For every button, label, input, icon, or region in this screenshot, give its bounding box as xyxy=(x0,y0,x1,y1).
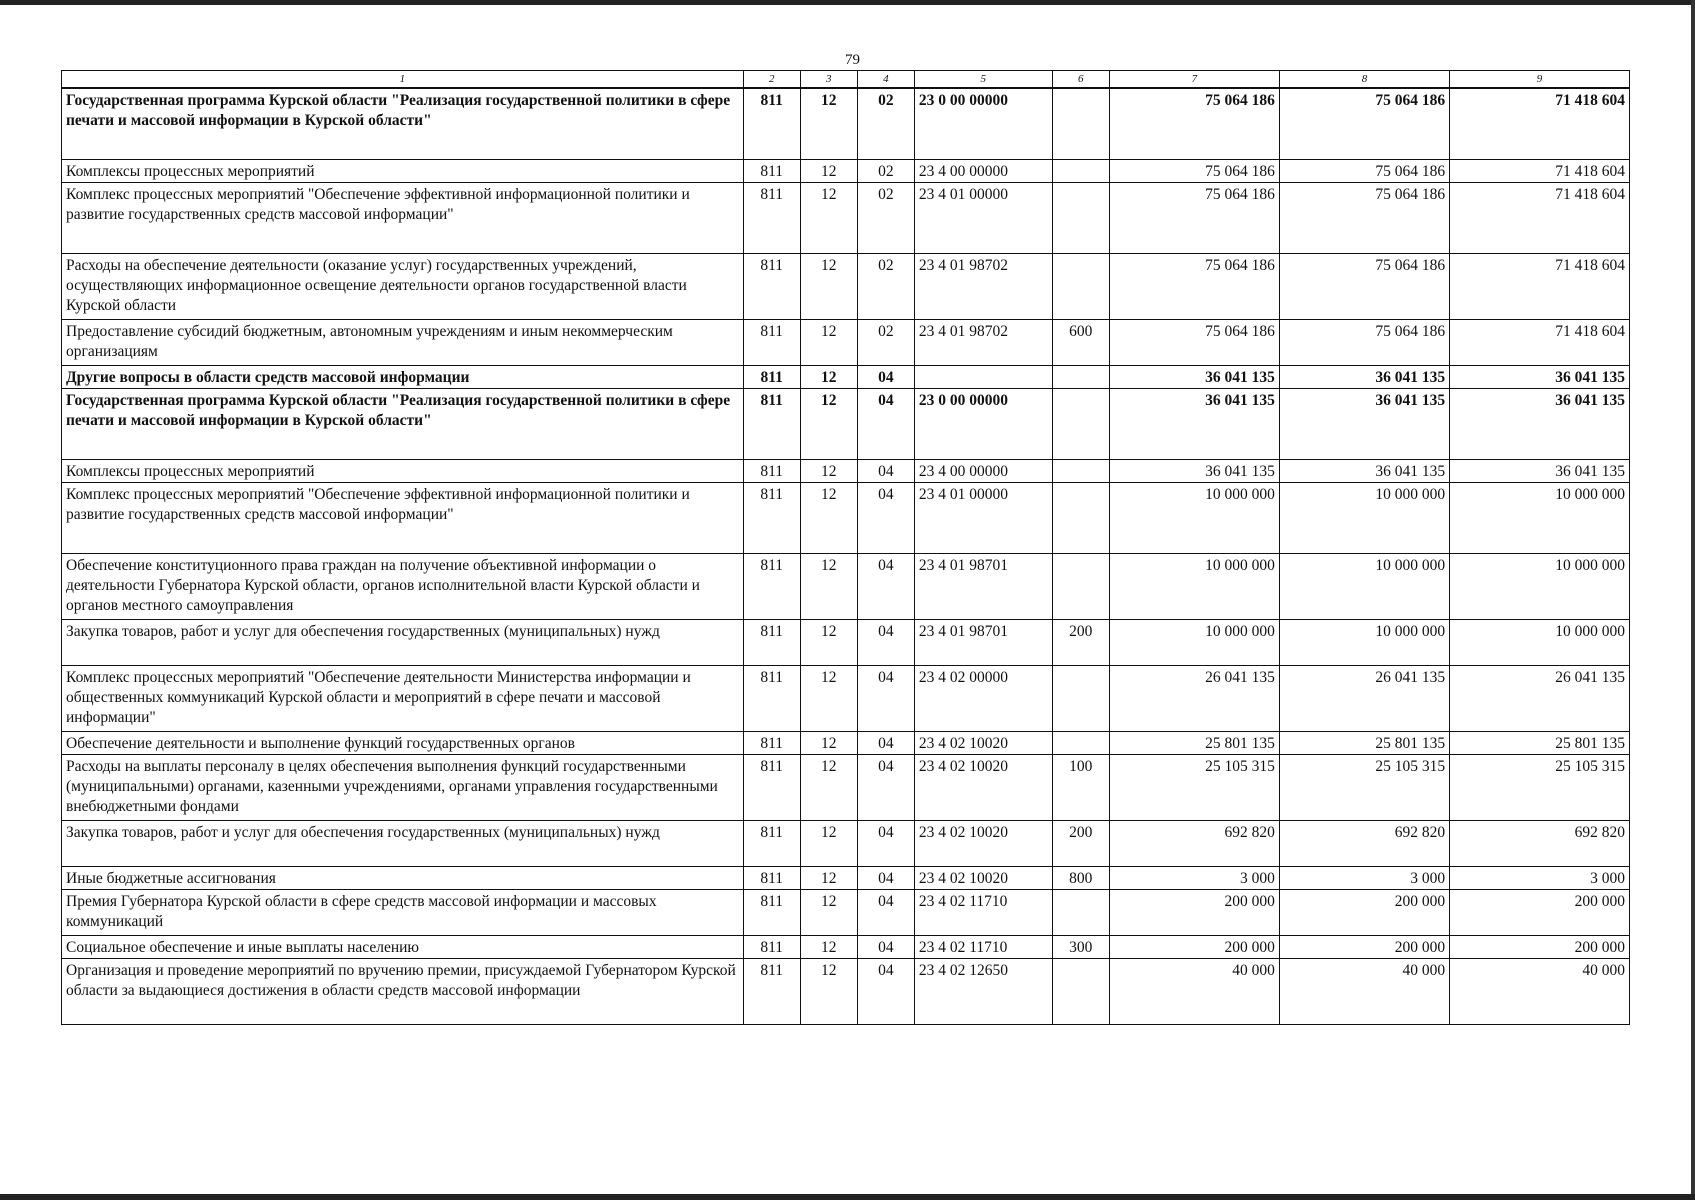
amount-2024: 10 000 000 xyxy=(1109,482,1279,553)
amount-2026: 10 000 000 xyxy=(1450,482,1630,553)
amount-2025: 25 801 135 xyxy=(1279,731,1449,754)
row-name: Расходы на обеспечение деятельности (оказание услуг) государственных учреждений, осуществляющих информационное освещение деятельности органов государственной власти Курской области xyxy=(62,253,744,319)
amount-2024: 75 064 186 xyxy=(1109,319,1279,365)
expense-type-code xyxy=(1052,958,1109,1024)
amount-2026: 71 418 604 xyxy=(1450,88,1630,159)
amount-2024: 10 000 000 xyxy=(1109,553,1279,619)
gr-code: 811 xyxy=(743,731,800,754)
column-header: 2 xyxy=(743,71,800,89)
amount-2024: 10 000 000 xyxy=(1109,619,1279,665)
target-article-code: 23 4 02 10020 xyxy=(914,866,1052,889)
section-code: 12 xyxy=(800,820,857,866)
gr-code: 811 xyxy=(743,553,800,619)
amount-2025: 36 041 135 xyxy=(1279,459,1449,482)
amount-2024: 36 041 135 xyxy=(1109,365,1279,388)
table-row xyxy=(62,553,1630,619)
gr-code: 811 xyxy=(743,935,800,958)
amount-2024: 25 801 135 xyxy=(1109,731,1279,754)
amount-2025: 36 041 135 xyxy=(1279,365,1449,388)
subsection-code: 04 xyxy=(857,482,914,553)
amount-2026: 71 418 604 xyxy=(1450,319,1630,365)
gr-code: 811 xyxy=(743,482,800,553)
amount-2024: 75 064 186 xyxy=(1109,88,1279,159)
amount-2026: 25 801 135 xyxy=(1450,731,1630,754)
subsection-code: 04 xyxy=(857,889,914,935)
table-row xyxy=(62,253,1630,319)
expense-type-code xyxy=(1052,889,1109,935)
gr-code: 811 xyxy=(743,459,800,482)
gr-code: 811 xyxy=(743,619,800,665)
subsection-code: 04 xyxy=(857,619,914,665)
column-header: 3 xyxy=(800,71,857,89)
amount-2026: 200 000 xyxy=(1450,935,1630,958)
target-article-code: 23 4 01 00000 xyxy=(914,182,1052,253)
section-code: 12 xyxy=(800,182,857,253)
amount-2025: 75 064 186 xyxy=(1279,88,1449,159)
subsection-code: 04 xyxy=(857,754,914,820)
gr-code: 811 xyxy=(743,88,800,159)
table-row xyxy=(62,889,1630,935)
gr-code: 811 xyxy=(743,754,800,820)
row-name: Закупка товаров, работ и услуг для обеспечения государственных (муниципальных) нужд xyxy=(62,820,744,866)
gr-code: 811 xyxy=(743,319,800,365)
amount-2026: 10 000 000 xyxy=(1450,619,1630,665)
expense-type-code xyxy=(1052,182,1109,253)
expense-type-code xyxy=(1052,553,1109,619)
target-article-code: 23 0 00 00000 xyxy=(914,88,1052,159)
amount-2025: 75 064 186 xyxy=(1279,159,1449,182)
table-row xyxy=(62,319,1630,365)
section-code: 12 xyxy=(800,88,857,159)
target-article-code: 23 4 02 10020 xyxy=(914,820,1052,866)
column-header: 8 xyxy=(1279,71,1449,89)
section-code: 12 xyxy=(800,388,857,459)
amount-2025: 75 064 186 xyxy=(1279,319,1449,365)
amount-2025: 10 000 000 xyxy=(1279,553,1449,619)
table-row xyxy=(62,88,1630,159)
amount-2025: 200 000 xyxy=(1279,889,1449,935)
amount-2024: 36 041 135 xyxy=(1109,459,1279,482)
section-code: 12 xyxy=(800,665,857,731)
subsection-code: 04 xyxy=(857,866,914,889)
table-row xyxy=(62,159,1630,182)
subsection-code: 04 xyxy=(857,731,914,754)
gr-code: 811 xyxy=(743,889,800,935)
row-name: Социальное обеспечение и иные выплаты населению xyxy=(62,935,744,958)
scan-right-edge xyxy=(1691,0,1695,1200)
subsection-code: 04 xyxy=(857,365,914,388)
row-name: Иные бюджетные ассигнования xyxy=(62,866,744,889)
section-code: 12 xyxy=(800,731,857,754)
expense-type-code xyxy=(1052,665,1109,731)
subsection-code: 04 xyxy=(857,935,914,958)
gr-code: 811 xyxy=(743,253,800,319)
amount-2024: 3 000 xyxy=(1109,866,1279,889)
subsection-code: 04 xyxy=(857,958,914,1024)
subsection-code: 02 xyxy=(857,253,914,319)
amount-2024: 40 000 xyxy=(1109,958,1279,1024)
amount-2026: 36 041 135 xyxy=(1450,365,1630,388)
table-row xyxy=(62,754,1630,820)
row-name: Закупка товаров, работ и услуг для обеспечения государственных (муниципальных) нужд xyxy=(62,619,744,665)
amount-2025: 25 105 315 xyxy=(1279,754,1449,820)
target-article-code: 23 4 02 12650 xyxy=(914,958,1052,1024)
target-article-code xyxy=(914,365,1052,388)
expense-type-code: 200 xyxy=(1052,619,1109,665)
gr-code: 811 xyxy=(743,388,800,459)
section-code: 12 xyxy=(800,958,857,1024)
row-name: Государственная программа Курской области "Реализация государственной политики в сфере печати и массовой информации в Курской области" xyxy=(62,88,744,159)
target-article-code: 23 4 01 98702 xyxy=(914,253,1052,319)
section-code: 12 xyxy=(800,365,857,388)
target-article-code: 23 4 00 00000 xyxy=(914,459,1052,482)
amount-2025: 10 000 000 xyxy=(1279,619,1449,665)
row-name: Премия Губернатора Курской области в сфере средств массовой информации и массовых коммуникаций xyxy=(62,889,744,935)
amount-2025: 692 820 xyxy=(1279,820,1449,866)
section-code: 12 xyxy=(800,482,857,553)
row-name: Расходы на выплаты персоналу в целях обеспечения выполнения функций государственными (муниципальными) органами, казенными учреждениями, органами управления государственными внебюджетными фондами xyxy=(62,754,744,820)
table-row xyxy=(62,182,1630,253)
row-name: Комплекс процессных мероприятий "Обеспечение эффективной информационной политики и развитие государственных средств массовой информации" xyxy=(62,182,744,253)
target-article-code: 23 4 02 00000 xyxy=(914,665,1052,731)
amount-2026: 71 418 604 xyxy=(1450,182,1630,253)
target-article-code: 23 4 02 10020 xyxy=(914,731,1052,754)
section-code: 12 xyxy=(800,754,857,820)
table-row xyxy=(62,935,1630,958)
gr-code: 811 xyxy=(743,820,800,866)
amount-2026: 36 041 135 xyxy=(1450,388,1630,459)
table-row xyxy=(62,388,1630,459)
amount-2024: 75 064 186 xyxy=(1109,159,1279,182)
subsection-code: 02 xyxy=(857,182,914,253)
section-code: 12 xyxy=(800,159,857,182)
table-row xyxy=(62,731,1630,754)
expense-type-code xyxy=(1052,88,1109,159)
amount-2025: 75 064 186 xyxy=(1279,253,1449,319)
column-header: 7 xyxy=(1109,71,1279,89)
target-article-code: 23 4 01 98701 xyxy=(914,553,1052,619)
subsection-code: 04 xyxy=(857,820,914,866)
column-header: 4 xyxy=(857,71,914,89)
amount-2025: 3 000 xyxy=(1279,866,1449,889)
gr-code: 811 xyxy=(743,182,800,253)
expense-type-code: 100 xyxy=(1052,754,1109,820)
section-code: 12 xyxy=(800,553,857,619)
amount-2026: 36 041 135 xyxy=(1450,459,1630,482)
row-name: Организация и проведение мероприятий по вручению премии, присуждаемой Губернатором Курской области за выдающиеся достижения в области средств массовой информации xyxy=(62,958,744,1024)
expense-type-code xyxy=(1052,159,1109,182)
amount-2025: 10 000 000 xyxy=(1279,482,1449,553)
amount-2024: 200 000 xyxy=(1109,935,1279,958)
gr-code: 811 xyxy=(743,866,800,889)
amount-2025: 36 041 135 xyxy=(1279,388,1449,459)
expense-type-code xyxy=(1052,459,1109,482)
row-name: Другие вопросы в области средств массовой информации xyxy=(62,365,744,388)
column-number-row xyxy=(62,71,1630,89)
gr-code: 811 xyxy=(743,665,800,731)
subsection-code: 04 xyxy=(857,665,914,731)
table-row xyxy=(62,665,1630,731)
amount-2026: 25 105 315 xyxy=(1450,754,1630,820)
row-name: Предоставление субсидий бюджетным, автономным учреждениям и иным некоммерческим организациям xyxy=(62,319,744,365)
target-article-code: 23 4 00 00000 xyxy=(914,159,1052,182)
amount-2024: 75 064 186 xyxy=(1109,182,1279,253)
section-code: 12 xyxy=(800,319,857,365)
amount-2026: 10 000 000 xyxy=(1450,553,1630,619)
target-article-code: 23 0 00 00000 xyxy=(914,388,1052,459)
amount-2025: 75 064 186 xyxy=(1279,182,1449,253)
row-name: Комплекс процессных мероприятий "Обеспечение эффективной информационной политики и развитие государственных средств массовой информации" xyxy=(62,482,744,553)
subsection-code: 04 xyxy=(857,388,914,459)
expense-type-code: 600 xyxy=(1052,319,1109,365)
row-name: Комплексы процессных мероприятий xyxy=(62,459,744,482)
amount-2025: 200 000 xyxy=(1279,935,1449,958)
column-header: 9 xyxy=(1450,71,1630,89)
amount-2026: 40 000 xyxy=(1450,958,1630,1024)
table-row xyxy=(62,482,1630,553)
gr-code: 811 xyxy=(743,159,800,182)
amount-2024: 75 064 186 xyxy=(1109,253,1279,319)
page-number: 79 xyxy=(845,52,860,68)
subsection-code: 04 xyxy=(857,553,914,619)
expense-type-code: 200 xyxy=(1052,820,1109,866)
scan-bottom-edge xyxy=(0,1194,1695,1200)
amount-2025: 40 000 xyxy=(1279,958,1449,1024)
table-row xyxy=(62,619,1630,665)
row-name: Комплекс процессных мероприятий "Обеспечение деятельности Министерства информации и общественных коммуникаций Курской области и мероприятий в сфере печати и массовой информации" xyxy=(62,665,744,731)
target-article-code: 23 4 01 98702 xyxy=(914,319,1052,365)
expense-type-code xyxy=(1052,365,1109,388)
expense-type-code: 800 xyxy=(1052,866,1109,889)
section-code: 12 xyxy=(800,889,857,935)
section-code: 12 xyxy=(800,459,857,482)
target-article-code: 23 4 02 10020 xyxy=(914,754,1052,820)
expense-type-code xyxy=(1052,388,1109,459)
table-row xyxy=(62,365,1630,388)
expense-type-code: 300 xyxy=(1052,935,1109,958)
row-name: Обеспечение деятельности и выполнение функций государственных органов xyxy=(62,731,744,754)
row-name: Обеспечение конституционного права граждан на получение объективной информации о деятельности Губернатора Курской области, органов исполнительной власти Курской области и органов местного самоуправления xyxy=(62,553,744,619)
amount-2024: 692 820 xyxy=(1109,820,1279,866)
amount-2024: 36 041 135 xyxy=(1109,388,1279,459)
amount-2024: 25 105 315 xyxy=(1109,754,1279,820)
amount-2026: 71 418 604 xyxy=(1450,159,1630,182)
row-name: Государственная программа Курской области "Реализация государственной политики в сфере печати и массовой информации в Курской области" xyxy=(62,388,744,459)
expense-type-code xyxy=(1052,253,1109,319)
row-name: Комплексы процессных мероприятий xyxy=(62,159,744,182)
gr-code: 811 xyxy=(743,958,800,1024)
budget-table xyxy=(61,70,1630,1025)
amount-2026: 71 418 604 xyxy=(1450,253,1630,319)
subsection-code: 02 xyxy=(857,319,914,365)
subsection-code: 02 xyxy=(857,88,914,159)
scan-top-edge xyxy=(0,0,1695,5)
table-row xyxy=(62,866,1630,889)
table-row xyxy=(62,820,1630,866)
column-header: 1 xyxy=(62,71,744,89)
table-row xyxy=(62,459,1630,482)
section-code: 12 xyxy=(800,935,857,958)
section-code: 12 xyxy=(800,866,857,889)
target-article-code: 23 4 02 11710 xyxy=(914,935,1052,958)
amount-2025: 26 041 135 xyxy=(1279,665,1449,731)
amount-2024: 200 000 xyxy=(1109,889,1279,935)
subsection-code: 02 xyxy=(857,159,914,182)
expense-type-code xyxy=(1052,482,1109,553)
expense-type-code xyxy=(1052,731,1109,754)
amount-2026: 3 000 xyxy=(1450,866,1630,889)
section-code: 12 xyxy=(800,253,857,319)
amount-2024: 26 041 135 xyxy=(1109,665,1279,731)
target-article-code: 23 4 02 11710 xyxy=(914,889,1052,935)
column-header: 5 xyxy=(914,71,1052,89)
subsection-code: 04 xyxy=(857,459,914,482)
column-header: 6 xyxy=(1052,71,1109,89)
amount-2026: 692 820 xyxy=(1450,820,1630,866)
amount-2026: 200 000 xyxy=(1450,889,1630,935)
table-row xyxy=(62,958,1630,1024)
target-article-code: 23 4 01 00000 xyxy=(914,482,1052,553)
amount-2026: 26 041 135 xyxy=(1450,665,1630,731)
section-code: 12 xyxy=(800,619,857,665)
target-article-code: 23 4 01 98701 xyxy=(914,619,1052,665)
gr-code: 811 xyxy=(743,365,800,388)
